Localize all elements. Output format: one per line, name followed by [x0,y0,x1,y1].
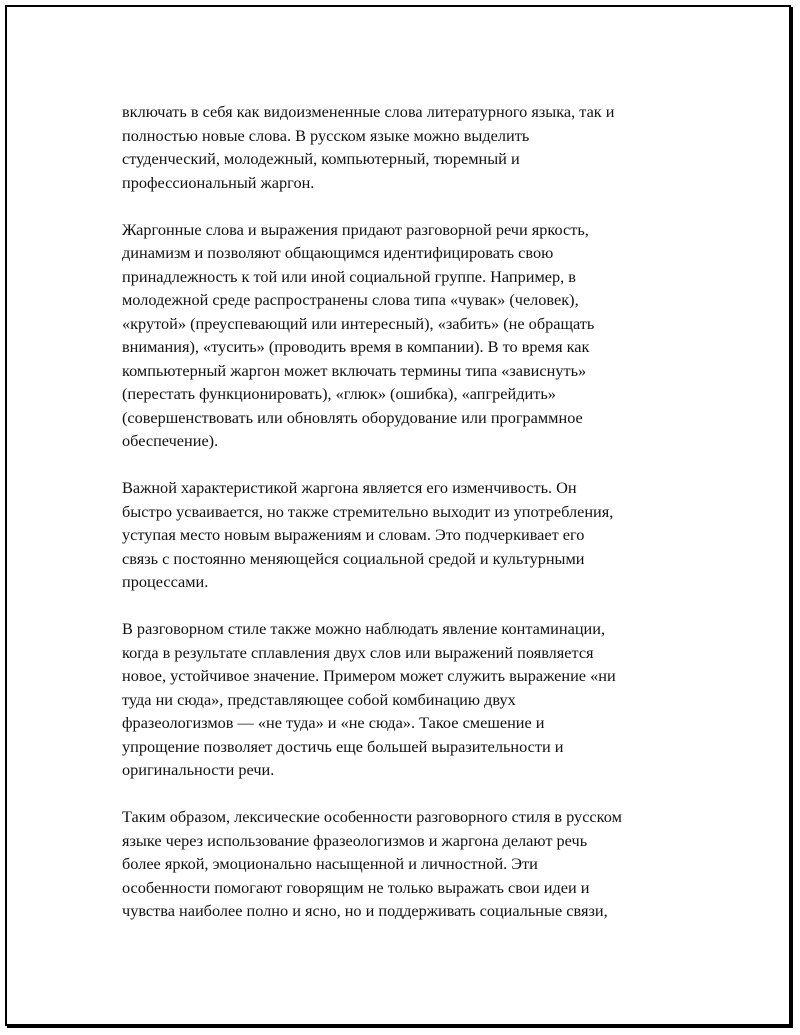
text-line: В разговорном стиле также можно наблюдать явление контаминации, [122,619,606,638]
text-line: туда ни сюда», представляющее собой комбинацию двух [122,689,516,709]
text-line: динамизм и позволяют общающимся идентифицировать свою [122,243,554,262]
paragraph [122,100,702,194]
text-line: связь с постоянно меняющейся социальной средой и культурными [122,548,585,568]
text-line: упрощение позволяет достичь еще большей выразительности и [122,736,564,756]
text-line: уступая место новым выражениям и словам. Это подчеркивает его [122,525,585,544]
text-line: Таким образом, лексические особенности разговорного стиля в русском [122,807,622,826]
paragraph [122,476,702,594]
page [5,5,791,1026]
text-line: студенческий, молодежный, компьютерный, тюремный и [122,149,520,168]
text-line: обеспечение). [122,431,219,450]
text-line: особенности помогают говорящим не только выражать свои идеи и [122,877,590,897]
text-line: молодежной среде распространены слова типа «чувак» (человек), [122,290,579,309]
text-line: фразеологизмов — «не туда» и «не сюда». Такое смешение и [122,713,545,732]
text-line: новое, устойчивое значение. Примером может служить выражение «ни [122,666,616,685]
text-line: более яркой, эмоционально насыщенной и личностной. Эти [122,854,538,873]
text-line: включать в себя как видоизмененные слова литературного языка, так и [122,102,615,121]
text-line: Важной характеристикой жаргона является его изменчивость. Он [122,478,577,497]
paragraph [122,617,702,782]
text-line: компьютерный жаргон может включать термины типа «зависнуть» [122,360,587,380]
paragraph [122,218,702,453]
text-line: быстро усваивается, но также стремительно выходит из употребления, [122,501,614,521]
text-line: полностью новые слова. В русском языке можно выделить [122,125,530,145]
document-body [122,100,702,946]
text-line: языке через использование фразеологизмов и жаргона делают речь [122,830,588,850]
text-line: когда в результате сплавления двух слов или выражений появляется [122,642,594,662]
text-line: (перестать функционировать), «глюк» (ошибка), «апгрейдить» [122,384,556,403]
text-line: процессами. [122,572,209,591]
text-line: принадлежность к той или иной социальной группе. Например, в [122,266,576,286]
text-line: «крутой» (преуспевающий или интересный), «забить» (не обращать [122,313,595,333]
paragraph [122,805,702,923]
text-line: внимания), «тусить» (проводить время в компании). В то время как [122,337,590,356]
text-line: (совершенствовать или обновлять оборудование или программное [122,407,583,427]
text-line: профессиональный жаргон. [122,172,315,192]
text-line: оригинальности речи. [122,760,275,779]
text-line: Жаргонные слова и выражения придают разговорной речи яркость, [122,219,589,239]
text-line: чувства наиболее полно и ясно, но и поддерживать социальные связи, [122,901,608,920]
